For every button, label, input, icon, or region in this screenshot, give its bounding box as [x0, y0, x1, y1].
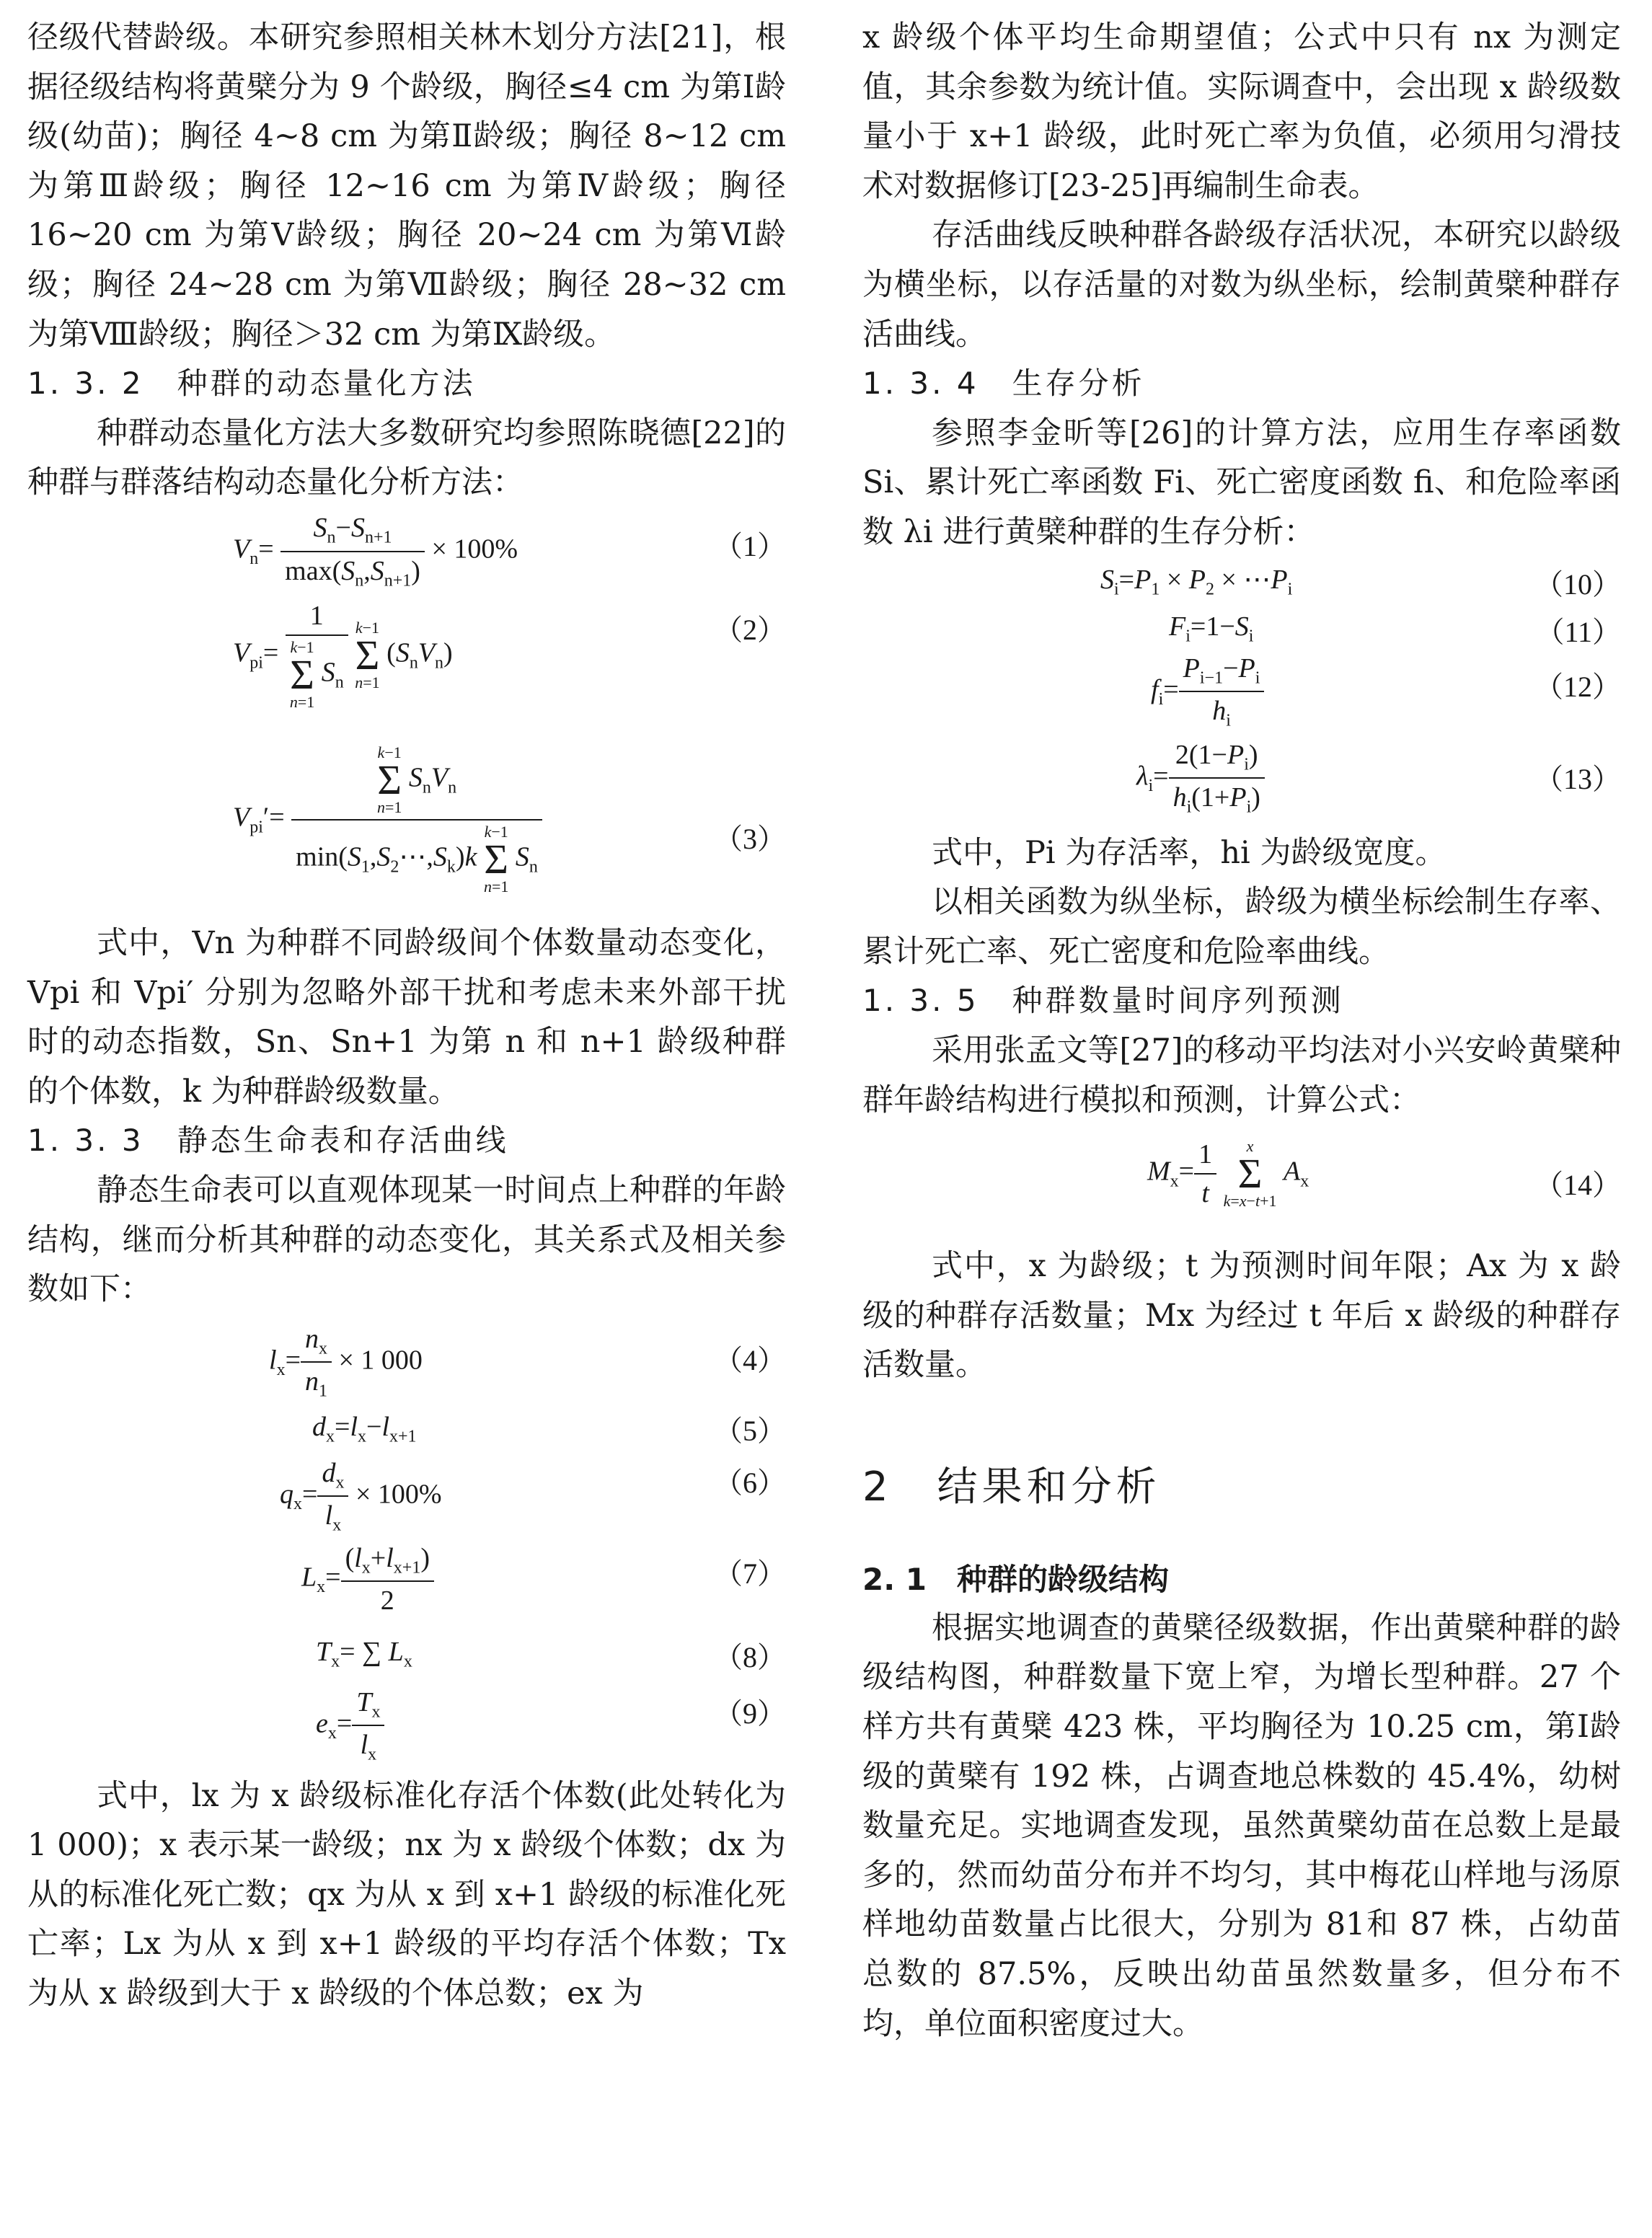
- equation-6: $q_x=$ $\frac{d_x}{l_x}$ × 100% （6）: [280, 1457, 786, 1535]
- equation-3: $V_{pi}'=$ k−1 Σ n=1 $S_nV_n$ $\min(S_1,S_2\cdots,S_k)k$ k−1 Σ n=1 $S_n$ （3）: [233, 743, 786, 895]
- equation-9: $e_x=$ $\frac{T_x}{l_x}$ （9）: [316, 1686, 786, 1764]
- paragraph: 采用张孟文等[27]的移动平均法对小兴安岭黄檗种群年龄结构进行模拟和预测，计算公式：: [862, 1032, 1621, 1118]
- equation-number: （1）: [714, 529, 786, 562]
- equation-5: $d_x=l_x-l_{x+1}$ （5）: [27, 1401, 786, 1457]
- equation-number: （10）: [1534, 567, 1621, 601]
- equation-10: $S_i=P_1 \times P_2$ × $\cdots P_i$ （10）: [862, 557, 1621, 605]
- subheading-1-3-3: 1. 3. 3 静态生命表和存活曲线: [27, 1123, 509, 1159]
- equation-12: $f_i=$ $\frac{P_{i-1}-P_i}{h_i}$ （12）: [1151, 653, 1621, 730]
- subheading-2-1: 2. 1 种群的龄级结构: [862, 1561, 1170, 1597]
- equation-2: $V_{pi}=$ 1 k−1 Σ n=1 $S_n$ k−1 Σ n=1 $(S_nV_n)$ （2）: [233, 600, 786, 711]
- subheading-1-3-2: 1. 3. 2 种群的动态量化方法: [27, 366, 476, 402]
- equation-13: $\lambda_i=$ $\frac{2(1-P_i)}{h_i(1+P_i)}$ （13）: [1136, 739, 1621, 817]
- equation-number: （7）: [714, 1557, 786, 1590]
- paragraph: 以相关函数为纵坐标，龄级为横坐标绘制生存率、累计死亡率、死亡密度和危险率曲线。: [862, 884, 1621, 970]
- paragraph: 根据实地调查的黄檗径级数据，作出黄檗种群的龄级结构图，种群数量下宽上窄，为增长型种群。27 个样方共有黄檗 423 株，平均胸径为 10.25 cm，第Ⅰ龄级的黄檗有 192 株，占调查地总株数的 45.4%，幼树数量充足。实地调查发现，虽然黄檗幼苗在总数上是最多的，然而幼苗分布并不均匀，其中梅花山样地与汤原样地幼苗数量占比很大，分别为 81和 87 株，占幼苗总数的 87.5%，反映出幼苗虽然数量多，但分布不均，单位面积密度过大。: [862, 1609, 1621, 2042]
- equation-number: （5）: [714, 1414, 786, 1447]
- equation-number: （2）: [714, 613, 786, 646]
- equation-1: $V_n=$ $\frac{S_n-S_{n+1}}{\max(S_n,S_{n+1})}$ × 100% （1）: [233, 512, 786, 591]
- equation-4: $l_x=$ $\frac{n_x}{n_1}$ × 1 000 （4）: [269, 1323, 786, 1401]
- equation-number: （3）: [714, 822, 786, 855]
- equation-number: （6）: [714, 1466, 786, 1499]
- equation-14: $M_x=$ $\frac{1}{t}$ x Σ k=x−t+1 $A_x$ （14）: [1147, 1137, 1621, 1211]
- paragraph: 存活曲线反映种群各龄级存活状况，本研究以龄级为横坐标，以存活量的对数为纵坐标，绘制黄檗种群存活曲线。: [862, 217, 1621, 353]
- paragraph: 静态生命表可以直观体现某一时间点上种群的年龄结构，继而分析其种群的动态变化，其关系式及相关参数如下：: [27, 1172, 786, 1308]
- equation-8: $T_x=$ ∑ $L_x$ （8）: [27, 1626, 786, 1686]
- paragraph: x 龄级个体平均生命期望值；公式中只有 nx 为测定值，其余参数为统计值。实际调查中，会出现 x 龄级数量小于 x+1 龄级，此时死亡率为负值，必须用匀滑技术对数据修订[23-25]再编制生命表。: [862, 19, 1621, 204]
- paragraph: 径级代替龄级。本研究参照相关林木划分方法[21]，根据径级结构将黄檗分为 9 个龄级，胸径≤4 cm 为第Ⅰ龄级(幼苗)；胸径 4~8 cm 为第Ⅱ龄级；胸径 8~12 cm 为第Ⅲ龄级；胸径 12~16 cm 为第Ⅳ龄级；胸径 16~20 cm 为第Ⅴ龄级；胸径 20~24 cm 为第Ⅵ龄级；胸径 24~28 cm 为第Ⅶ龄级；胸径 28~32 cm 为第Ⅷ龄级；胸径＞32 cm 为第Ⅸ龄级。: [27, 19, 786, 353]
- equation-11: $F_i=1-S_i$ （11）: [862, 605, 1621, 653]
- paragraph: 式中，Vn 为种群不同龄级间个体数量动态变化，Vpi 和 Vpi′ 分别为忽略外部干扰和考虑未来外部干扰时的动态指数，Sn、Sn+1 为第 n 和 n+1 龄级种群的个体数，k 为种群龄级数量。: [27, 924, 786, 1110]
- equation-number: （9）: [714, 1697, 786, 1730]
- right-column: [862, 0, 1621, 2048]
- paragraph: 种群动态量化方法大多数研究均参照陈晓德[22]的种群与群落结构动态量化分析方法：: [27, 415, 786, 501]
- left-column: [27, 0, 786, 2019]
- equation-number: （4）: [714, 1343, 786, 1376]
- paragraph: 式中，x 为龄级；t 为预测时间年限；Ax 为 x 龄级的种群存活数量；Mx 为经过 t 年后 x 龄级的种群存活数量。: [862, 1248, 1621, 1384]
- subheading-1-3-5: 1. 3. 5 种群数量时间序列预测: [862, 983, 1344, 1019]
- equation-7: $L_x=$ $\frac{(l_x+l_{x+1})}{2}$ （7）: [301, 1542, 786, 1616]
- subheading-1-3-4: 1. 3. 4 生存分析: [862, 366, 1145, 402]
- equation-number: （14）: [1534, 1169, 1621, 1202]
- equation-number: （13）: [1534, 762, 1621, 795]
- section-heading-2: 2 结果和分析: [862, 1463, 1161, 1511]
- equation-number: （11）: [1535, 615, 1621, 648]
- paragraph: 式中，lx 为 x 龄级标准化存活个体数(此处转化为 1 000)；x 表示某一龄级；nx 为 x 龄级个体数；dx 为从的标准化死亡数；qx 为从 x 到 x+1 龄级的标准化死亡率；Lx 为从 x 到 x+1 龄级的平均存活个体数；Tx 为从 x 龄级到大于 x 龄级的个体总数；ex 为: [27, 1777, 786, 2012]
- equation-number: （8）: [714, 1640, 786, 1673]
- equation-number: （12）: [1534, 670, 1621, 703]
- paragraph: 参照李金昕等[26]的计算方法，应用生存率函数 Si、累计死亡率函数 Fi、死亡密度函数 fi、和危险率函数 λi 进行黄檗种群的生存分析：: [862, 415, 1621, 550]
- paragraph: 式中，Pi 为存活率，hi 为龄级宽度。: [932, 834, 1446, 871]
